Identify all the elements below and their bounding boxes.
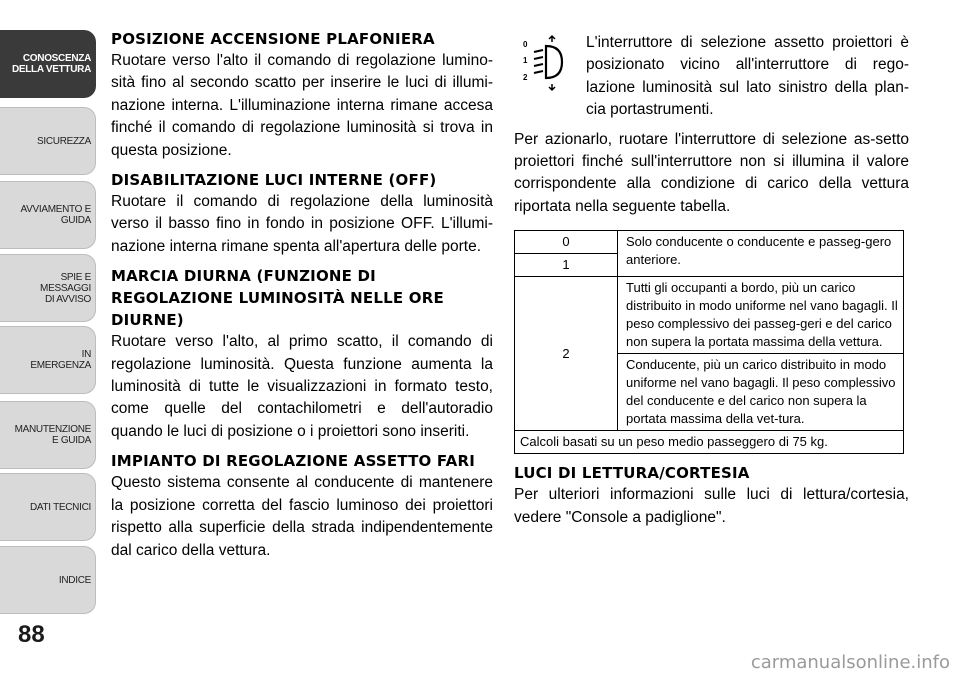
tab-conoscenza-della-vettura[interactable]: CONOSCENZA DELLA VETTURA <box>0 30 96 98</box>
section-title-off: DISABILITAZIONE LUCI INTERNE (OFF) <box>111 171 437 190</box>
table-row <box>515 277 904 354</box>
sidebar-tabs <box>0 0 97 640</box>
tab-spie-e-messaggi[interactable]: SPIE E MESSAGGI DI AVVISO <box>0 254 96 322</box>
table-cell-desc-2b: Conducente, più un carico distribuito in modo uniforme nel vano bagagli. Il peso complessivo del conducente e del carico non supera la portata massima della vet-tura. <box>618 354 904 431</box>
table-cell-desc-2a: Tutti gli occupanti a bordo, più un carico distribuito in modo uniforme nel vano bagagli. Il peso complessivo dei passeg-geri e del carico non supera la portata massima della vettura. <box>618 277 904 354</box>
tab-in-emergenza[interactable]: IN EMERGENZA <box>0 326 96 394</box>
tab-manutenzione[interactable]: MANUTENZIONE E GUIDA <box>0 401 96 469</box>
table-cell-position-1: 1 <box>515 254 618 277</box>
tab-dati-tecnici[interactable]: DATI TECNICI <box>0 473 96 541</box>
watermark: carmanualsonline.info <box>750 652 950 673</box>
table-footnote: Calcoli basati su un peso medio passeggero di 75 kg. <box>515 431 904 454</box>
section-title-lettura-cortesia: LUCI DI LETTURA/CORTESIA <box>514 464 750 483</box>
table-cell-position-0: 0 <box>515 231 618 254</box>
section-body-marcia-diurna: Ruotare verso l'alto, al primo scatto, il comando di regolazione luminosità. Questa funzione aumenta la luminosità di tutte le visualizzazioni in formato testo, come quelle del contachilometri e dell'autoradio quando le luci di posizione o i proiettori sono inseriti. <box>111 333 493 440</box>
operation-paragraph: Per azionarlo, ruotare l'interruttore di selezione as-setto proiettori finché sull'interruttore non si illumina il valore corrispondente alla condizione di carico della vettura riportata nella seguente tabella. <box>514 130 909 215</box>
section-body-plafoniera: Ruotare verso l'alto il comando di regolazione lumino-sità fino al secondo scatto per inserire le luci di illumi-nazione interna. L'illuminazione interna rimane accesa finché il comando di regolazione luminosità si trova in questa posizione. <box>111 52 493 159</box>
table-cell-desc-01: Solo conducente o conducente e passeg-gero anteriore. <box>618 231 904 277</box>
section-body-assetto-fari: Questo sistema consente al conducente di mantenere la posizione corretta del fascio luminoso dei proiettori rispetto alla superficie della strada indipendentemente dal carico della vettura. <box>111 474 493 559</box>
tab-indice[interactable]: INDICE <box>0 546 96 614</box>
section-title-assetto-fari: IMPIANTO DI REGOLAZIONE ASSETTO FARI <box>111 452 475 471</box>
intro-paragraph: L'interruttore di selezione assetto proiettori è posizionato vicino all'interruttore di rego-lazione luminosità sul lato sinistro della plan-cia portastrumenti. <box>586 34 909 119</box>
tab-avviamento-e-guida[interactable]: AVVIAMENTO E GUIDA <box>0 181 96 249</box>
section-body-off: Ruotare il comando di regolazione della luminosità verso il basso fino in fondo in posizione OFF. L'illumi-nazione interna rimane spenta all'apertura delle porte. <box>111 193 493 255</box>
table-row <box>515 231 904 254</box>
icon-label-1: 1 <box>523 56 528 65</box>
tab-sicurezza[interactable]: SICUREZZA <box>0 107 96 175</box>
right-column <box>514 32 909 536</box>
table-cell-position-2: 2 <box>515 277 618 431</box>
icon-label-0: 0 <box>523 40 528 49</box>
load-table <box>514 230 904 454</box>
table-row <box>515 431 904 454</box>
left-column <box>111 28 493 569</box>
section-title-marcia-diurna: MARCIA DIURNA (FUNZIONE DI REGOLAZIONE LUMINOSITÀ NELLE ORE DIURNE) <box>111 267 444 330</box>
icon-label-2: 2 <box>523 73 528 82</box>
section-body-lettura-cortesia: Per ulteriori informazioni sulle luci di lettura/cortesia, vedere "Console a padiglione". <box>514 486 909 526</box>
page-number: 88 <box>18 621 45 648</box>
section-title-plafoniera: POSIZIONE ACCENSIONE PLAFONIERA <box>111 30 435 48</box>
headlamp-leveling-icon <box>514 32 572 92</box>
